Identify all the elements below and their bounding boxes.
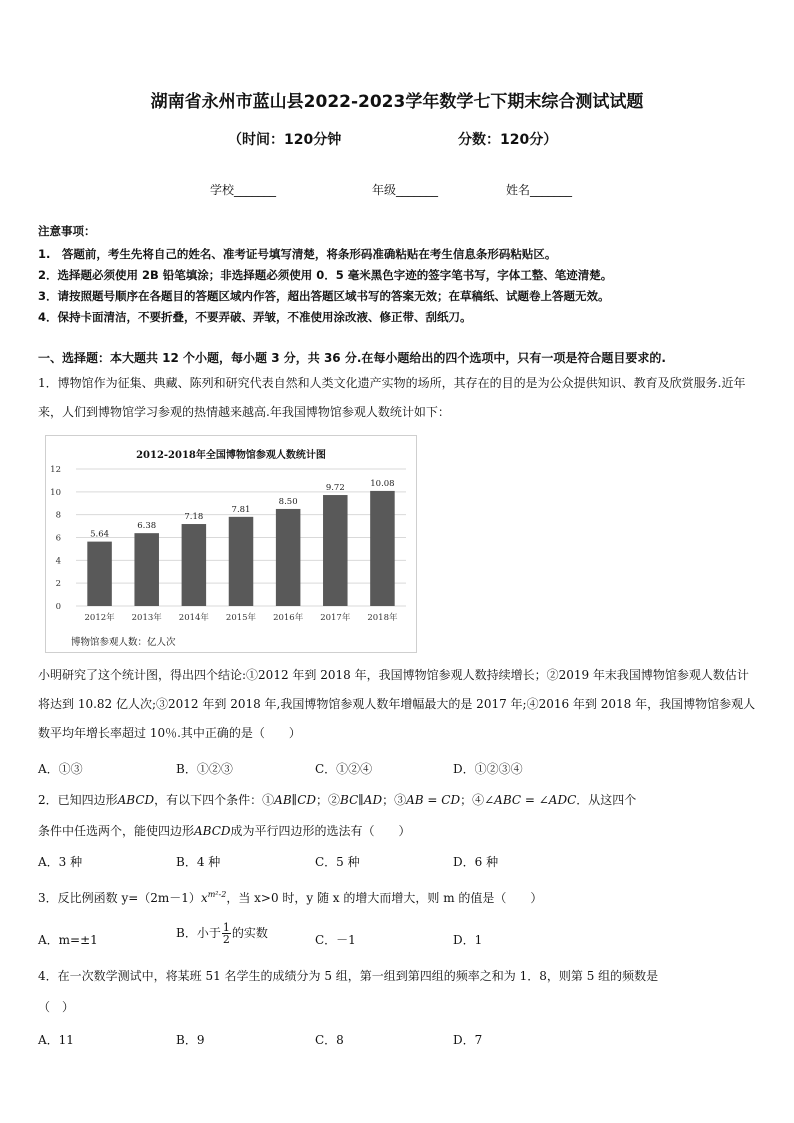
data-label: 7.81 xyxy=(231,504,251,515)
bar xyxy=(87,542,112,606)
x-tick-label: 2018年 xyxy=(367,613,398,623)
q4-option-c: C．8 xyxy=(315,1033,344,1047)
exam-time: （时间：120分钟 xyxy=(228,132,342,148)
question-2-line1: 2．已知四边形ABCD，有以下四个条件：①AB∥CD；②BC∥AD；③AB = CD；④∠ABC = ∠ADC．从这四个 xyxy=(38,793,637,807)
data-label: 8.50 xyxy=(278,496,298,507)
data-label: 9.72 xyxy=(325,483,345,494)
y-tick-label: 12 xyxy=(50,465,61,475)
exam-score: 分数：120分） xyxy=(458,132,558,148)
q3-option-c: C．－1 xyxy=(315,933,356,947)
question-4-paren: （ ） xyxy=(38,1000,75,1014)
q1-option-d: D．①②③④ xyxy=(453,762,523,776)
x-tick-label: 2014年 xyxy=(178,613,209,623)
bar xyxy=(182,524,207,606)
q4-option-b: B．9 xyxy=(176,1033,205,1047)
q3-option-d: D．1 xyxy=(453,933,483,947)
q4-option-a: A．11 xyxy=(38,1033,74,1047)
bar xyxy=(229,517,254,606)
data-label: 7.18 xyxy=(184,512,204,523)
q1-option-a: A．①③ xyxy=(38,762,83,776)
x-tick-label: 2015年 xyxy=(225,613,257,623)
q3-option-a: A．m=±1 xyxy=(38,933,98,947)
school-field: 学校_______ xyxy=(210,183,277,197)
q3-option-b: B．小于 $\frac{1}{2}$ 的实数 xyxy=(176,921,268,946)
question-1-stem: 1．博物馆作为征集、典藏、陈列和研究代表自然和人类文化遗产实物的场所，其存在的目的是为公众提供知识、教育及欣赏服务.近年来，人们到博物馆学习参观的热情越来越高.年我国博物馆参观人数统计如下： xyxy=(38,376,746,419)
notice-heading: 注意事项： xyxy=(38,224,96,238)
q4-option-d: D．7 xyxy=(453,1033,483,1047)
x-tick-label: 2012年 xyxy=(84,613,115,623)
y-tick-label: 4 xyxy=(55,556,61,567)
y-tick-label: 10 xyxy=(50,487,61,498)
y-tick-label: 0 xyxy=(55,602,61,612)
y-tick-label: 8 xyxy=(55,510,61,521)
y-tick-label: 6 xyxy=(55,533,61,544)
notice-item: 4．保持卡面清洁，不要折叠，不要弄破、弄皱，不准使用涂改液、修正带、刮纸刀。 xyxy=(38,310,472,324)
question-1-conclusions: 小明研究了这个统计图，得出四个结论:①2012 年到 2018 年，我国博物馆参观人数持续增长；②2019 年末我国博物馆参观人数估计将达到 10.82 亿人次;③2012 年到 2018 年,我国博物馆参观人数年增幅最大的是 2017 年;④2016 年到 2018 年，我国博物馆参观人数平均年增长率超过 10％.其中正确的是（ ） xyxy=(38,668,756,740)
question-2-line2: 条件中任选两个，能使四边形ABCD成为平行四边形的选法有（ ） xyxy=(38,824,411,838)
data-label: 6.38 xyxy=(137,521,157,532)
q2-option-c: C．5 种 xyxy=(315,855,360,869)
x-tick-label: 2016年 xyxy=(273,613,304,623)
q1-option-b: B．①②③ xyxy=(176,762,233,776)
data-label: 10.08 xyxy=(370,478,395,489)
q2-option-d: D．6 种 xyxy=(453,855,499,869)
question-3-stem: 3．反比例函数 $y=(2m-1)x^{m^2-2}$，当 x>0 时，y 随 x 的增大而增大，则 m 的值是（ ） xyxy=(38,890,543,905)
chart-footnote: 博物馆参观人数：亿人次 xyxy=(71,637,176,648)
chart-title: 2012-2018年全国博物馆参观人数统计图 xyxy=(136,450,326,461)
question-4-stem: 4．在一次数学测试中，将某班 51 名学生的成绩分为 5 组，第一组到第四组的频率之和为 1．8，则第 5 组的频数是 xyxy=(38,969,659,983)
bar-chart-plot xyxy=(46,436,416,652)
data-label: 5.64 xyxy=(90,529,110,540)
bar xyxy=(370,491,395,606)
x-tick-label: 2013年 xyxy=(131,613,162,623)
museum-visitors-chart xyxy=(45,435,417,653)
notice-item: 2．选择题必须使用 2B 铅笔填涂；非选择题必须使用 0．5 毫米黑色字迹的签字笔书写，字体工整、笔迹清楚。 xyxy=(38,268,613,282)
one-half-fraction: $\frac{1}{2}$ xyxy=(222,921,230,946)
name-field: 姓名_______ xyxy=(506,183,573,197)
bar xyxy=(134,533,159,606)
x-tick-label: 2017年 xyxy=(320,613,351,623)
bar xyxy=(276,509,301,606)
notice-item: 1. 答题前，考生先将自己的姓名、准考证号填写清楚，将条形码准确粘贴在考生信息条形码粘贴区。 xyxy=(38,247,557,261)
exam-title: 湖南省永州市蓝山县2022-2023学年数学七下期末综合测试试题 xyxy=(150,92,644,112)
q2-option-a: A．3 种 xyxy=(38,855,83,869)
bar xyxy=(323,495,348,606)
notice-item: 3．请按照题号顺序在各题目的答题区域内作答，超出答题区域书写的答案无效；在草稿纸、试题卷上答题无效。 xyxy=(38,289,610,303)
exam-subtitle xyxy=(0,129,794,149)
y-tick-label: 2 xyxy=(55,579,61,590)
q1-option-c: C．①②④ xyxy=(315,762,373,776)
q2-option-b: B．4 种 xyxy=(176,855,221,869)
section-heading: 一、选择题：本大题共 12 个小题，每小题 3 分，共 36 分.在每小题给出的四个选项中，只有一项是符合题目要求的. xyxy=(38,351,666,365)
grade-field: 年级_______ xyxy=(372,183,439,197)
